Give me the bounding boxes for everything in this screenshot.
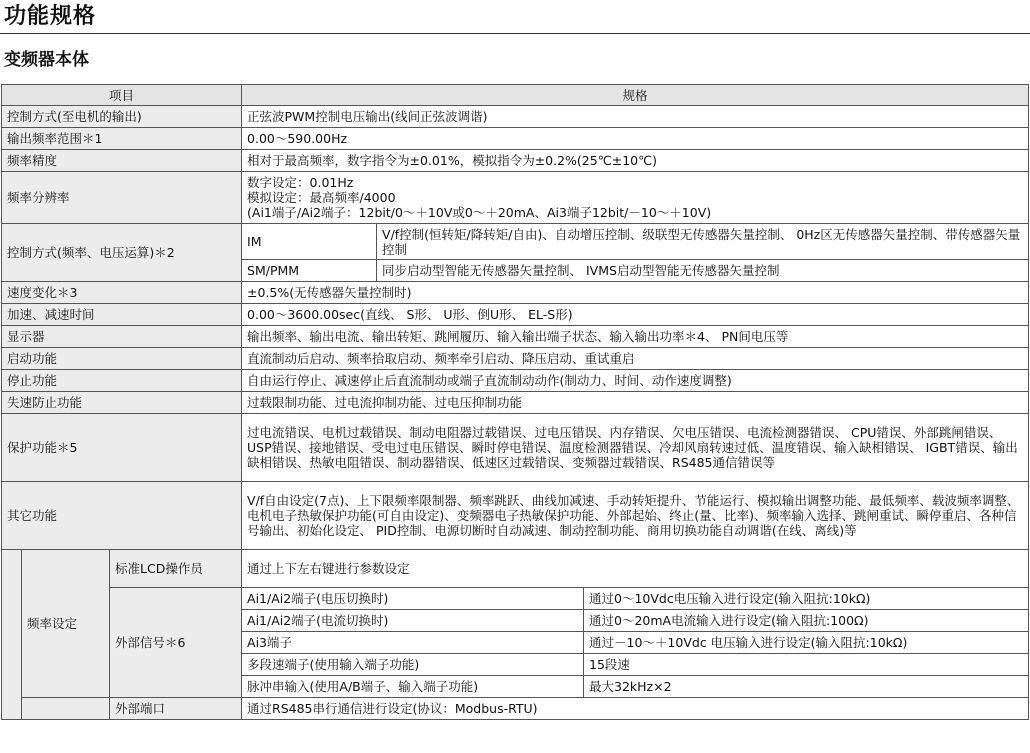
row-label: 频率分辨率 (2, 172, 242, 224)
table-row (2, 482, 1029, 550)
table-row (2, 588, 1029, 610)
row-value: ±0.5%(无传感器矢量控制时) (242, 282, 1029, 304)
row-value: 通过上下左右键进行参数设定 (242, 550, 1029, 588)
table-row (2, 392, 1029, 414)
row-label: 频率精度 (2, 150, 242, 172)
signal-value: 15段速 (584, 654, 1029, 676)
sub-label: SM/PMM (242, 260, 377, 282)
row-value: 0.00～3600.00sec(直线、 S形、 U形、倒U形、 EL-S形) (242, 304, 1029, 326)
row-label: 控制方式(频率、电压运算)＊2 (2, 224, 242, 282)
row-label: 其它功能 (2, 482, 242, 550)
sub-label: 标准LCD操作员 (110, 550, 242, 588)
row-label: 加速、减速时间 (2, 304, 242, 326)
row-value: 0.00～590.00Hz (242, 128, 1029, 150)
table-row (2, 224, 1029, 260)
row-value: 自由运行停止、减速停止后直流制动或端子直流制动动作(制动力、时间、动作速度调整) (242, 370, 1029, 392)
sub-label: 外部信号＊6 (110, 588, 242, 698)
row-value (242, 172, 1029, 224)
signal-value: 通过0～10Vdc电压输入进行设定(输入阻抗:10kΩ) (584, 588, 1029, 610)
row-value: 同步启动型智能无传感器矢量控制、 IVMS启动型智能无传感器矢量控制 (377, 260, 1029, 282)
table-row (2, 370, 1029, 392)
row-label: 显示器 (2, 326, 242, 348)
sub-label (22, 698, 110, 720)
signal-value: 通过－10～＋10Vdc 电压输入进行设定(输入阻抗:10kΩ) (584, 632, 1029, 654)
signal-name: Ai3端子 (242, 632, 584, 654)
spec-table (1, 84, 1029, 720)
row-label: 保护功能＊5 (2, 414, 242, 482)
signal-name: Ai1/Ai2端子(电流切换时) (242, 610, 584, 632)
value-line: 模拟设定：最高频率/4000 (247, 190, 396, 205)
row-value: 相对于最高频率，数字指令为±0.01%，模拟指令为±0.2%(25℃±10℃) (242, 150, 1029, 172)
table-row (2, 304, 1029, 326)
value-line: 数字设定：0.01Hz (247, 175, 354, 190)
row-label: 失速防止功能 (2, 392, 242, 414)
signal-value: 最大32kHz×2 (584, 676, 1029, 698)
sub-label: 外部端口 (110, 698, 242, 720)
row-value: 过载限制功能、过电流抑制功能、过电压抑制功能 (242, 392, 1029, 414)
table-row (2, 172, 1029, 224)
sub-label: IM (242, 224, 377, 260)
row-label: 停止功能 (2, 370, 242, 392)
table-row (2, 550, 1029, 588)
row-value: 正弦波PWM控制电压输出(线间正弦波调谐) (242, 106, 1029, 128)
table-row (2, 150, 1029, 172)
header-spec: 规格 (242, 85, 1029, 106)
row-label: 启动功能 (2, 348, 242, 370)
signal-name: 多段速端子(使用输入端子功能) (242, 654, 584, 676)
row-value: 过电流错误、电机过载错误、制动电阻器过载错误、过电压错误、内存错误、欠电压错误、电流检测器错误、 CPU错误、外部跳闸错误、 USP错误、接地错误、受电过电压错误、瞬时停电错误、温度检测器错误、冷却风扇转速过低、温度错误、输入缺相错误、 IGBT错误、输出缺相错误、热敏电阻错误、制动器错误、低速区过载错误、变频器过载错误、RS485通信错误等 (242, 414, 1029, 482)
title-rule (0, 33, 1030, 34)
row-value: V/f控制(恒转矩/降转矩/自由)、自动增压控制、级联型无传感器矢量控制、 0Hz区无传感器矢量控制、带传感器矢量控制 (377, 224, 1029, 260)
table-row (2, 348, 1029, 370)
signal-value: 通过0～20mA电流输入进行设定(输入阻抗:100Ω) (584, 610, 1029, 632)
signal-name: 脉冲串输入(使用A/B端子、输入端子功能) (242, 676, 584, 698)
signal-name: Ai1/Ai2端子(电压切换时) (242, 588, 584, 610)
row-value: 通过RS485串行通信进行设定(协议：Modbus-RTU) (242, 698, 1029, 720)
table-row (2, 128, 1029, 150)
table-row (2, 698, 1029, 720)
table-header-row (2, 85, 1029, 106)
row-label: 控制方式(至电机的输出) (2, 106, 242, 128)
value-line: (Ai1端子/Ai2端子：12bit/0～＋10V或0～＋20mA、Ai3端子12bit/－10～＋10V) (247, 205, 712, 220)
row-value: 输出频率、输出电流、输出转矩、跳闸履历、输入输出端子状态、输入输出功率＊4、 PN间电压等 (242, 326, 1029, 348)
table-row (2, 282, 1029, 304)
row-value: 直流制动后启动、频率拾取启动、频率牵引启动、降压启动、重试重启 (242, 348, 1029, 370)
section-title: 变频器本体 (4, 50, 89, 70)
row-label: 频率设定 (22, 550, 110, 698)
page-title: 功能规格 (4, 4, 97, 29)
group-stub (2, 550, 22, 720)
row-label: 速度变化＊3 (2, 282, 242, 304)
table-row (2, 414, 1029, 482)
row-value: V/f自由设定(7点)、上下限频率限制器、频率跳跃、曲线加减速、手动转矩提升、节能运行、模拟输出调整功能、最低频率、载波频率调整、电机电子热敏保护功能(可自由设定)、变频器电子热敏保护功能、外部起始、终止(量、比率)、频率输入选择、跳闸重试、瞬停重启、各种信号输出、初始化设定、 PID控制、电源切断时自动减速、制动控制功能、商用切换功能自动调谐(在线、离线)等 (242, 482, 1029, 550)
row-label: 输出频率范围＊1 (2, 128, 242, 150)
header-item: 项目 (2, 85, 242, 106)
table-row (2, 326, 1029, 348)
table-row (2, 106, 1029, 128)
